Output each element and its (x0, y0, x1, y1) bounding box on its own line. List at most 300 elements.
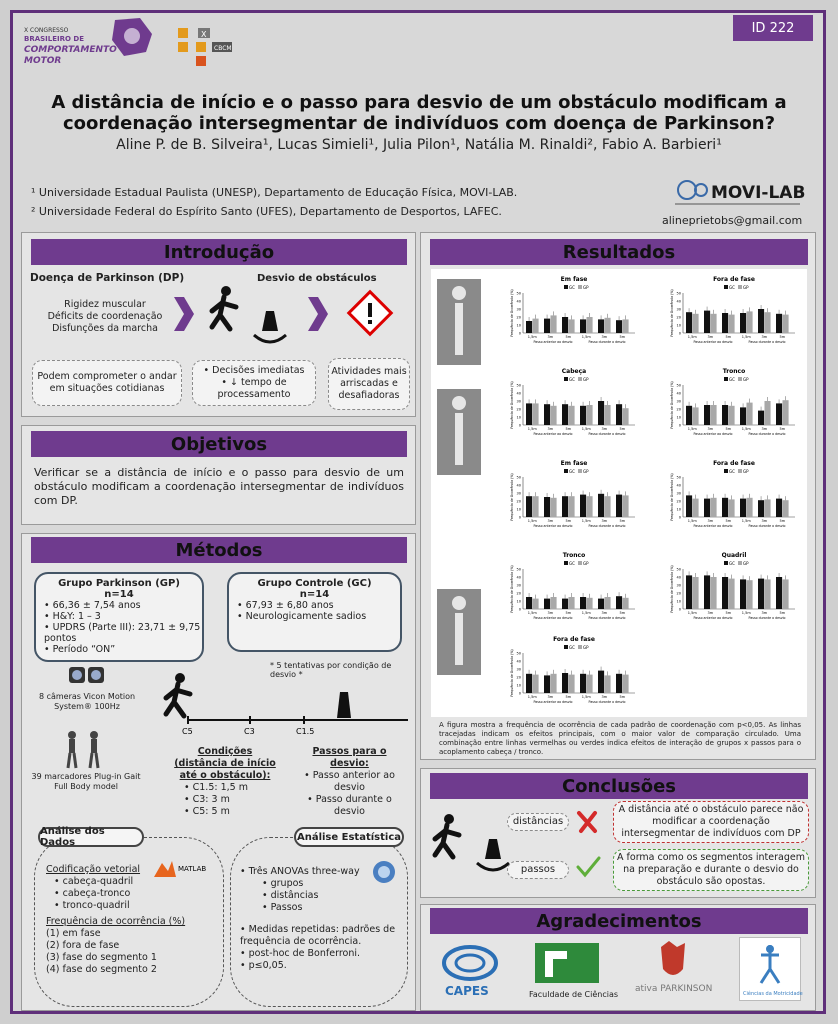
svg-text:BRASILEIRO DE: BRASILEIRO DE (24, 35, 85, 43)
authors: Aline P. de B. Silveira¹, Lucas Simieli¹, Julia Pilon¹, Natália M. Rinaldi², Fabio A. Barbieri¹ (116, 137, 722, 153)
x-group-label: Passo durante o desvio (588, 432, 626, 436)
y-tick-label: 0 (518, 331, 521, 336)
x-group-label: Passo anterior ao desvio (533, 340, 573, 344)
chart-bar (586, 405, 592, 425)
svg-text:X CONGRESSO: X CONGRESSO (24, 27, 69, 34)
y-tick-label: 50 (516, 291, 521, 296)
y-tick-label: 20 (516, 591, 521, 596)
chart-bar (686, 575, 692, 609)
x-tick-label: 1,5m (581, 611, 591, 615)
x-tick-label: 1,5m (581, 427, 591, 431)
x-group-label: Passo durante o desvio (588, 340, 626, 344)
chart-bar (562, 673, 568, 693)
x-group-label: Passo durante o desvio (748, 616, 786, 620)
dp-list (30, 299, 180, 335)
bubble-decisoes: • Decisões imediatas • ↓ tempo de processamento (192, 360, 316, 406)
chart-bar (604, 597, 610, 609)
y-tick-label: 10 (516, 323, 521, 328)
fc-logo (529, 941, 619, 1003)
x-tick-label: 3m (761, 335, 768, 339)
y-tick-label: 20 (516, 407, 521, 412)
cod-item: • cabeça-tronco (54, 888, 131, 899)
dp-item: Disfunções da marcha (52, 323, 158, 334)
chart-bar (544, 599, 550, 609)
svg-text:MOTOR: MOTOR (24, 56, 62, 66)
passos-item: • Passo anterior ao desvio (304, 770, 395, 793)
legend-label: GC (569, 377, 575, 382)
skeleton-spine (455, 303, 463, 355)
y-tick-label: 0 (678, 331, 681, 336)
freq-item: (1) em fase (46, 928, 101, 939)
x-tick-label: 1,5m (687, 427, 697, 431)
gp-title: Grupo Parkinson (GP) (58, 578, 180, 589)
legend-swatch-gc (564, 561, 568, 565)
legend-swatch-gc (724, 377, 728, 381)
affiliation-1: ¹ Universidade Estadual Paulista (UNESP), Departamento de Educação Física, MOVI-LAB. (31, 186, 518, 199)
gp-item: • H&Y: 1 – 3 (44, 611, 101, 622)
y-tick-label: 40 (516, 659, 521, 664)
chart-bar (526, 674, 532, 693)
legend-swatch-gp (578, 469, 582, 473)
x-tick-label: 5m (779, 611, 786, 615)
legend-label: GP (743, 469, 749, 474)
x-tick-label: 5m (779, 427, 786, 431)
chart-bar (746, 580, 752, 609)
chart-bar (526, 321, 532, 333)
x-tick-label: 1,5m (527, 695, 537, 699)
y-tick-label: 50 (516, 475, 521, 480)
chart-bar (776, 499, 782, 517)
x-group-label: Passo anterior ao desvio (533, 616, 573, 620)
check-icon (575, 855, 601, 883)
y-tick-label: 0 (518, 515, 521, 520)
y-tick-label: 0 (518, 607, 521, 612)
gp-n: n=14 (104, 589, 134, 600)
y-tick-label: 50 (516, 567, 521, 572)
chart-title: Fora de fase (713, 276, 755, 283)
chart-bar (686, 406, 692, 425)
svg-text:X: X (201, 30, 207, 39)
chart-bar (598, 599, 604, 609)
cond-item: • C5: 5 m (184, 806, 230, 817)
x-tick-label: 1,5m (581, 335, 591, 339)
legend-label: GC (729, 377, 735, 382)
conclusoes-section (420, 768, 816, 898)
chart-bar (746, 498, 752, 517)
ciencias-motricidade-logo (739, 937, 801, 1001)
svg-text:ativa PARKINSON: ativa PARKINSON (635, 984, 713, 994)
chart-title: Tronco (562, 552, 586, 559)
y-tick-label: 50 (676, 567, 681, 572)
y-tick-label: 40 (516, 575, 521, 580)
chart-bar (532, 496, 538, 517)
chart-bar (704, 311, 710, 333)
chart-bar (550, 498, 556, 517)
codificacao-block (46, 864, 216, 976)
x-tick-label: 1,5m (581, 519, 591, 523)
chart-bar (544, 675, 550, 693)
results-svg (431, 269, 807, 717)
x-tick-label: 1,5m (527, 611, 537, 615)
legend-swatch-gp (578, 561, 582, 565)
x-group-label: Passo durante o desvio (748, 524, 786, 528)
x-tick-label: 3m (601, 611, 608, 615)
chart-bar (758, 309, 764, 333)
y-tick-label: 50 (516, 383, 521, 388)
x-tick-label: 3m (547, 519, 554, 523)
resultados-section (420, 232, 816, 760)
walkway-diagram (152, 672, 412, 744)
y-tick-label: 0 (678, 515, 681, 520)
group-controle (227, 572, 402, 652)
legend-label: GP (583, 377, 589, 382)
chart-bar (562, 599, 568, 609)
results-figure (431, 269, 807, 717)
poster-title (20, 92, 818, 134)
x-tick-label: 5m (725, 611, 732, 615)
y-axis-label: Frequência de Ocorrência (%) (670, 565, 674, 613)
chart-title: Cabeça (561, 368, 587, 375)
chart-bar (710, 314, 716, 333)
affiliation-2: ² Universidade Federal do Espírito Santo (UFES), Departamento de Desportos, LAFEC. (31, 205, 502, 218)
y-tick-label: 0 (678, 423, 681, 428)
y-tick-label: 40 (676, 299, 681, 304)
chart-bar (532, 675, 538, 693)
chart-bar (586, 317, 592, 333)
x-tick-label: 5m (725, 519, 732, 523)
chart-bar (622, 495, 628, 517)
chart-bar (686, 495, 692, 517)
chart-bar (586, 675, 592, 693)
x-tick-label: 5m (619, 611, 626, 615)
x-tick-label: 5m (619, 335, 626, 339)
chart-bar (782, 579, 788, 609)
chart-bar (710, 405, 716, 425)
walker-obstacle-icon (431, 813, 511, 877)
cameras-caption: 8 câmeras Vicon Motion System® 100Hz (38, 692, 136, 711)
chart-bar (616, 596, 622, 609)
x-group-label: Passo anterior ao desvio (693, 432, 733, 436)
legend-label: GP (583, 645, 589, 650)
y-tick-label: 0 (678, 607, 681, 612)
chart-bar (526, 597, 532, 609)
y-tick-label: 10 (676, 415, 681, 420)
track-label: C5 (182, 727, 193, 736)
gc-item: • 67,93 ± 6,80 anos (237, 600, 334, 611)
y-tick-label: 30 (516, 491, 521, 496)
chart-bar (550, 674, 556, 693)
skeleton-head (452, 596, 466, 610)
chart-bar (740, 313, 746, 333)
x-group-label: Passo durante o desvio (748, 340, 786, 344)
chart-bar (622, 408, 628, 425)
chevron-right-icon (172, 297, 194, 335)
conclusoes-heading: Conclusões (430, 773, 808, 799)
chart-bar (616, 404, 622, 425)
legend-label: GP (743, 285, 749, 290)
chart-bar (604, 675, 610, 693)
y-tick-label: 10 (516, 507, 521, 512)
objetivos-heading: Objetivos (31, 431, 407, 457)
y-tick-label: 50 (676, 383, 681, 388)
legend-label: GC (729, 469, 735, 474)
conclusao-passos: A forma como os segmentos interagem na preparação e durante o desvio do obstáculo são opostas. (613, 849, 809, 891)
legend-swatch-gc (564, 285, 568, 289)
legend-label: GC (569, 561, 575, 566)
y-tick-label: 20 (516, 675, 521, 680)
objetivos-section (21, 425, 416, 525)
y-tick-label: 10 (516, 683, 521, 688)
chart-bar (728, 499, 734, 517)
y-tick-label: 40 (516, 483, 521, 488)
y-axis-label: Frequência de Ocorrência (%) (510, 565, 514, 613)
x-tick-label: 1,5m (687, 519, 697, 523)
legend-label: GP (743, 561, 749, 566)
y-tick-label: 30 (516, 399, 521, 404)
ativa-parkinson-logo (633, 939, 713, 1001)
y-tick-label: 20 (516, 499, 521, 504)
x-group-label: Passo anterior ao desvio (533, 700, 573, 704)
chart-bar (532, 599, 538, 609)
y-tick-label: 0 (518, 423, 521, 428)
y-tick-label: 20 (676, 499, 681, 504)
bubble-atividades: Atividades mais arriscadas e desafiadoras (328, 358, 410, 410)
chart-bar (598, 671, 604, 693)
freq-item: (3) fase do segmento 1 (46, 952, 157, 963)
chart-bar (622, 319, 628, 333)
chart-title: Quadril (721, 552, 747, 559)
chart-bar (722, 405, 728, 425)
chart-bar (728, 406, 734, 425)
legend-swatch-gc (724, 285, 728, 289)
y-axis-label: Frequência de Ocorrência (%) (510, 289, 514, 337)
x-tick-label: 1,5m (527, 427, 537, 431)
chart-bar (604, 405, 610, 425)
chart-bar (782, 500, 788, 517)
chart-bar (532, 403, 538, 425)
chart-bar (782, 315, 788, 333)
chart-bar (604, 496, 610, 517)
y-tick-label: 30 (676, 307, 681, 312)
x-tick-label: 3m (547, 335, 554, 339)
legend-label: GP (583, 469, 589, 474)
x-tick-label: 3m (601, 695, 608, 699)
chart-bar (746, 311, 752, 333)
title-line-2: coordenação intersegmentar de indivíduos com doença de Parkinson? (62, 113, 776, 134)
legend-swatch-gc (564, 377, 568, 381)
chart-bar (758, 411, 764, 425)
chart-bar (776, 403, 782, 425)
freq-item: (4) fase do segmento 2 (46, 964, 157, 975)
chart-bar (586, 598, 592, 609)
gp-item: • 66,36 ± 7,54 anos (44, 600, 141, 611)
dp-title: Doença de Parkinson (DP) (30, 272, 185, 284)
y-tick-label: 30 (516, 307, 521, 312)
skeleton-head (452, 396, 466, 410)
conclusao-distancias: A distância até o obstáculo parece não modificar a coordenação intersegmentar de indivíduos com DP (613, 801, 809, 843)
x-tick-label: 5m (779, 335, 786, 339)
legend-label: GC (729, 285, 735, 290)
chart-bar (776, 314, 782, 333)
legend-swatch-gp (578, 285, 582, 289)
x-tick-label: 1,5m (687, 611, 697, 615)
cond-item: • C3: 3 m (184, 794, 230, 805)
chart-title: Fora de fase (553, 636, 595, 643)
group-parkinson (34, 572, 204, 662)
intro-section (21, 232, 416, 417)
cod-item: • tronco-quadril (54, 900, 130, 911)
y-tick-label: 20 (676, 591, 681, 596)
sponsor-icons (176, 26, 236, 72)
chart-bar (722, 498, 728, 517)
chart-bar (740, 407, 746, 425)
agradecimentos-section (420, 904, 816, 1011)
legend-swatch-gc (564, 645, 568, 649)
chart-bar (586, 496, 592, 517)
svg-text:COMPORTAMENTO: COMPORTAMENTO (24, 45, 117, 55)
chevron-right-icon (306, 297, 328, 335)
chart-bar (580, 406, 586, 425)
chart-title: Tronco (722, 368, 746, 375)
chart-bar (616, 495, 622, 517)
chart-bar (562, 317, 568, 333)
cross-icon (575, 809, 599, 839)
chart-bar (782, 400, 788, 425)
chart-bar (616, 320, 622, 333)
skeleton-spine (455, 413, 463, 465)
legend-swatch-gp (738, 469, 742, 473)
chart-bar (686, 312, 692, 333)
legend-label: GC (569, 285, 575, 290)
svg-text:Ciências da Motricidade: Ciências da Motricidade (743, 991, 803, 997)
chart-bar (692, 499, 698, 517)
movi-lab-logo (675, 178, 805, 210)
x-tick-label: 1,5m (741, 427, 751, 431)
y-axis-label: Frequência de Ocorrência (%) (670, 473, 674, 521)
x-tick-label: 3m (547, 611, 554, 615)
desvio-title: Desvio de obstáculos (257, 273, 377, 284)
chart-bar (580, 597, 586, 609)
y-tick-label: 30 (676, 491, 681, 496)
x-tick-label: 5m (725, 427, 732, 431)
y-tick-label: 20 (676, 315, 681, 320)
cond-title: Condições (distância de início até o obstáculo): (174, 746, 276, 781)
x-group-label: Passo anterior ao desvio (693, 340, 733, 344)
y-tick-label: 10 (676, 599, 681, 604)
chart-bar (710, 577, 716, 609)
chart-bar (544, 319, 550, 333)
chart-title: Fora de fase (713, 460, 755, 467)
legend-swatch-gp (738, 561, 742, 565)
chart-bar (622, 598, 628, 609)
analise-estat-label: Análise Estatística (294, 827, 404, 847)
cod-title: Codificação vetorial (46, 864, 141, 875)
x-tick-label: 3m (547, 695, 554, 699)
chart-bar (568, 597, 574, 609)
marker-model-icon (60, 730, 108, 774)
chart-bar (758, 500, 764, 517)
markers-caption: 39 marcadores Plug-in Gait Full Body model (31, 772, 141, 791)
resultados-heading: Resultados (430, 239, 808, 265)
chart-bar (764, 401, 770, 425)
chart-bar (710, 498, 716, 517)
hazard-icon (348, 291, 392, 339)
analise-dados-label: Análise dos Dados (38, 827, 144, 847)
x-tick-label: 5m (619, 427, 626, 431)
chart-bar (598, 494, 604, 517)
track-label: C1.5 (296, 727, 315, 736)
legend-swatch-gp (578, 377, 582, 381)
y-tick-label: 40 (676, 391, 681, 396)
congress-logo (20, 16, 155, 66)
chart-bar (598, 401, 604, 425)
intro-heading: Introdução (31, 239, 407, 265)
chart-bar (728, 315, 734, 333)
chart-title: Em fase (560, 276, 588, 283)
estat-sub: • grupos (262, 878, 304, 889)
estat-item: • Três ANOVAs three-way (240, 866, 360, 877)
x-tick-label: 3m (601, 519, 608, 523)
chart-bar (692, 314, 698, 333)
x-group-label: Passo anterior ao desvio (533, 432, 573, 436)
email: alineprietobs@gmail.com (662, 214, 803, 227)
tentativas-note: * 5 tentativas por condição de desvio * (270, 661, 392, 679)
freq-item: (2) fora de fase (46, 940, 120, 951)
legend-label: GP (583, 561, 589, 566)
y-axis-label: Frequência de Ocorrência (%) (510, 649, 514, 697)
y-tick-label: 50 (676, 291, 681, 296)
chart-bar (728, 579, 734, 609)
legend-swatch-gp (578, 645, 582, 649)
passos-item: • Passo durante o desvio (307, 794, 392, 817)
title-line-1: A distância de início e o passo para desvio de um obstáculo modificam a (51, 92, 787, 113)
chart-bar (598, 319, 604, 333)
y-tick-label: 10 (676, 507, 681, 512)
distancias-label: distâncias (507, 813, 569, 831)
x-group-label: Passo durante o desvio (748, 432, 786, 436)
x-tick-label: 3m (761, 611, 768, 615)
x-group-label: Passo anterior ao desvio (693, 524, 733, 528)
skeleton-head (452, 286, 466, 300)
chart-bar (722, 577, 728, 609)
y-tick-label: 30 (676, 399, 681, 404)
x-tick-label: 5m (565, 695, 572, 699)
metodos-heading: Métodos (31, 537, 407, 563)
x-tick-label: 3m (707, 427, 714, 431)
estat-item: • p≤0,05. (240, 960, 287, 971)
chart-bar (740, 579, 746, 609)
legend-label: GP (743, 377, 749, 382)
x-group-label: Passo anterior ao desvio (533, 524, 573, 528)
chart-bar (544, 404, 550, 425)
y-axis-label: Frequência de Ocorrência (%) (510, 381, 514, 429)
cond-item: • C1.5: 1,5 m (184, 782, 248, 793)
chart-bar (568, 675, 574, 693)
chart-bar (526, 496, 532, 517)
x-tick-label: 5m (619, 519, 626, 523)
estat-sub: • Passos (262, 902, 303, 913)
x-tick-label: 1,5m (527, 519, 537, 523)
chart-bar (568, 319, 574, 333)
chart-bar (580, 319, 586, 333)
chart-bar (544, 497, 550, 517)
movi-lab-text: MOVI-LAB (711, 183, 806, 203)
chart-bar (764, 579, 770, 609)
x-tick-label: 3m (547, 427, 554, 431)
chart-bar (746, 403, 752, 425)
y-axis-label: Frequência de Ocorrência (%) (670, 289, 674, 337)
x-group-label: Passo durante o desvio (588, 700, 626, 704)
